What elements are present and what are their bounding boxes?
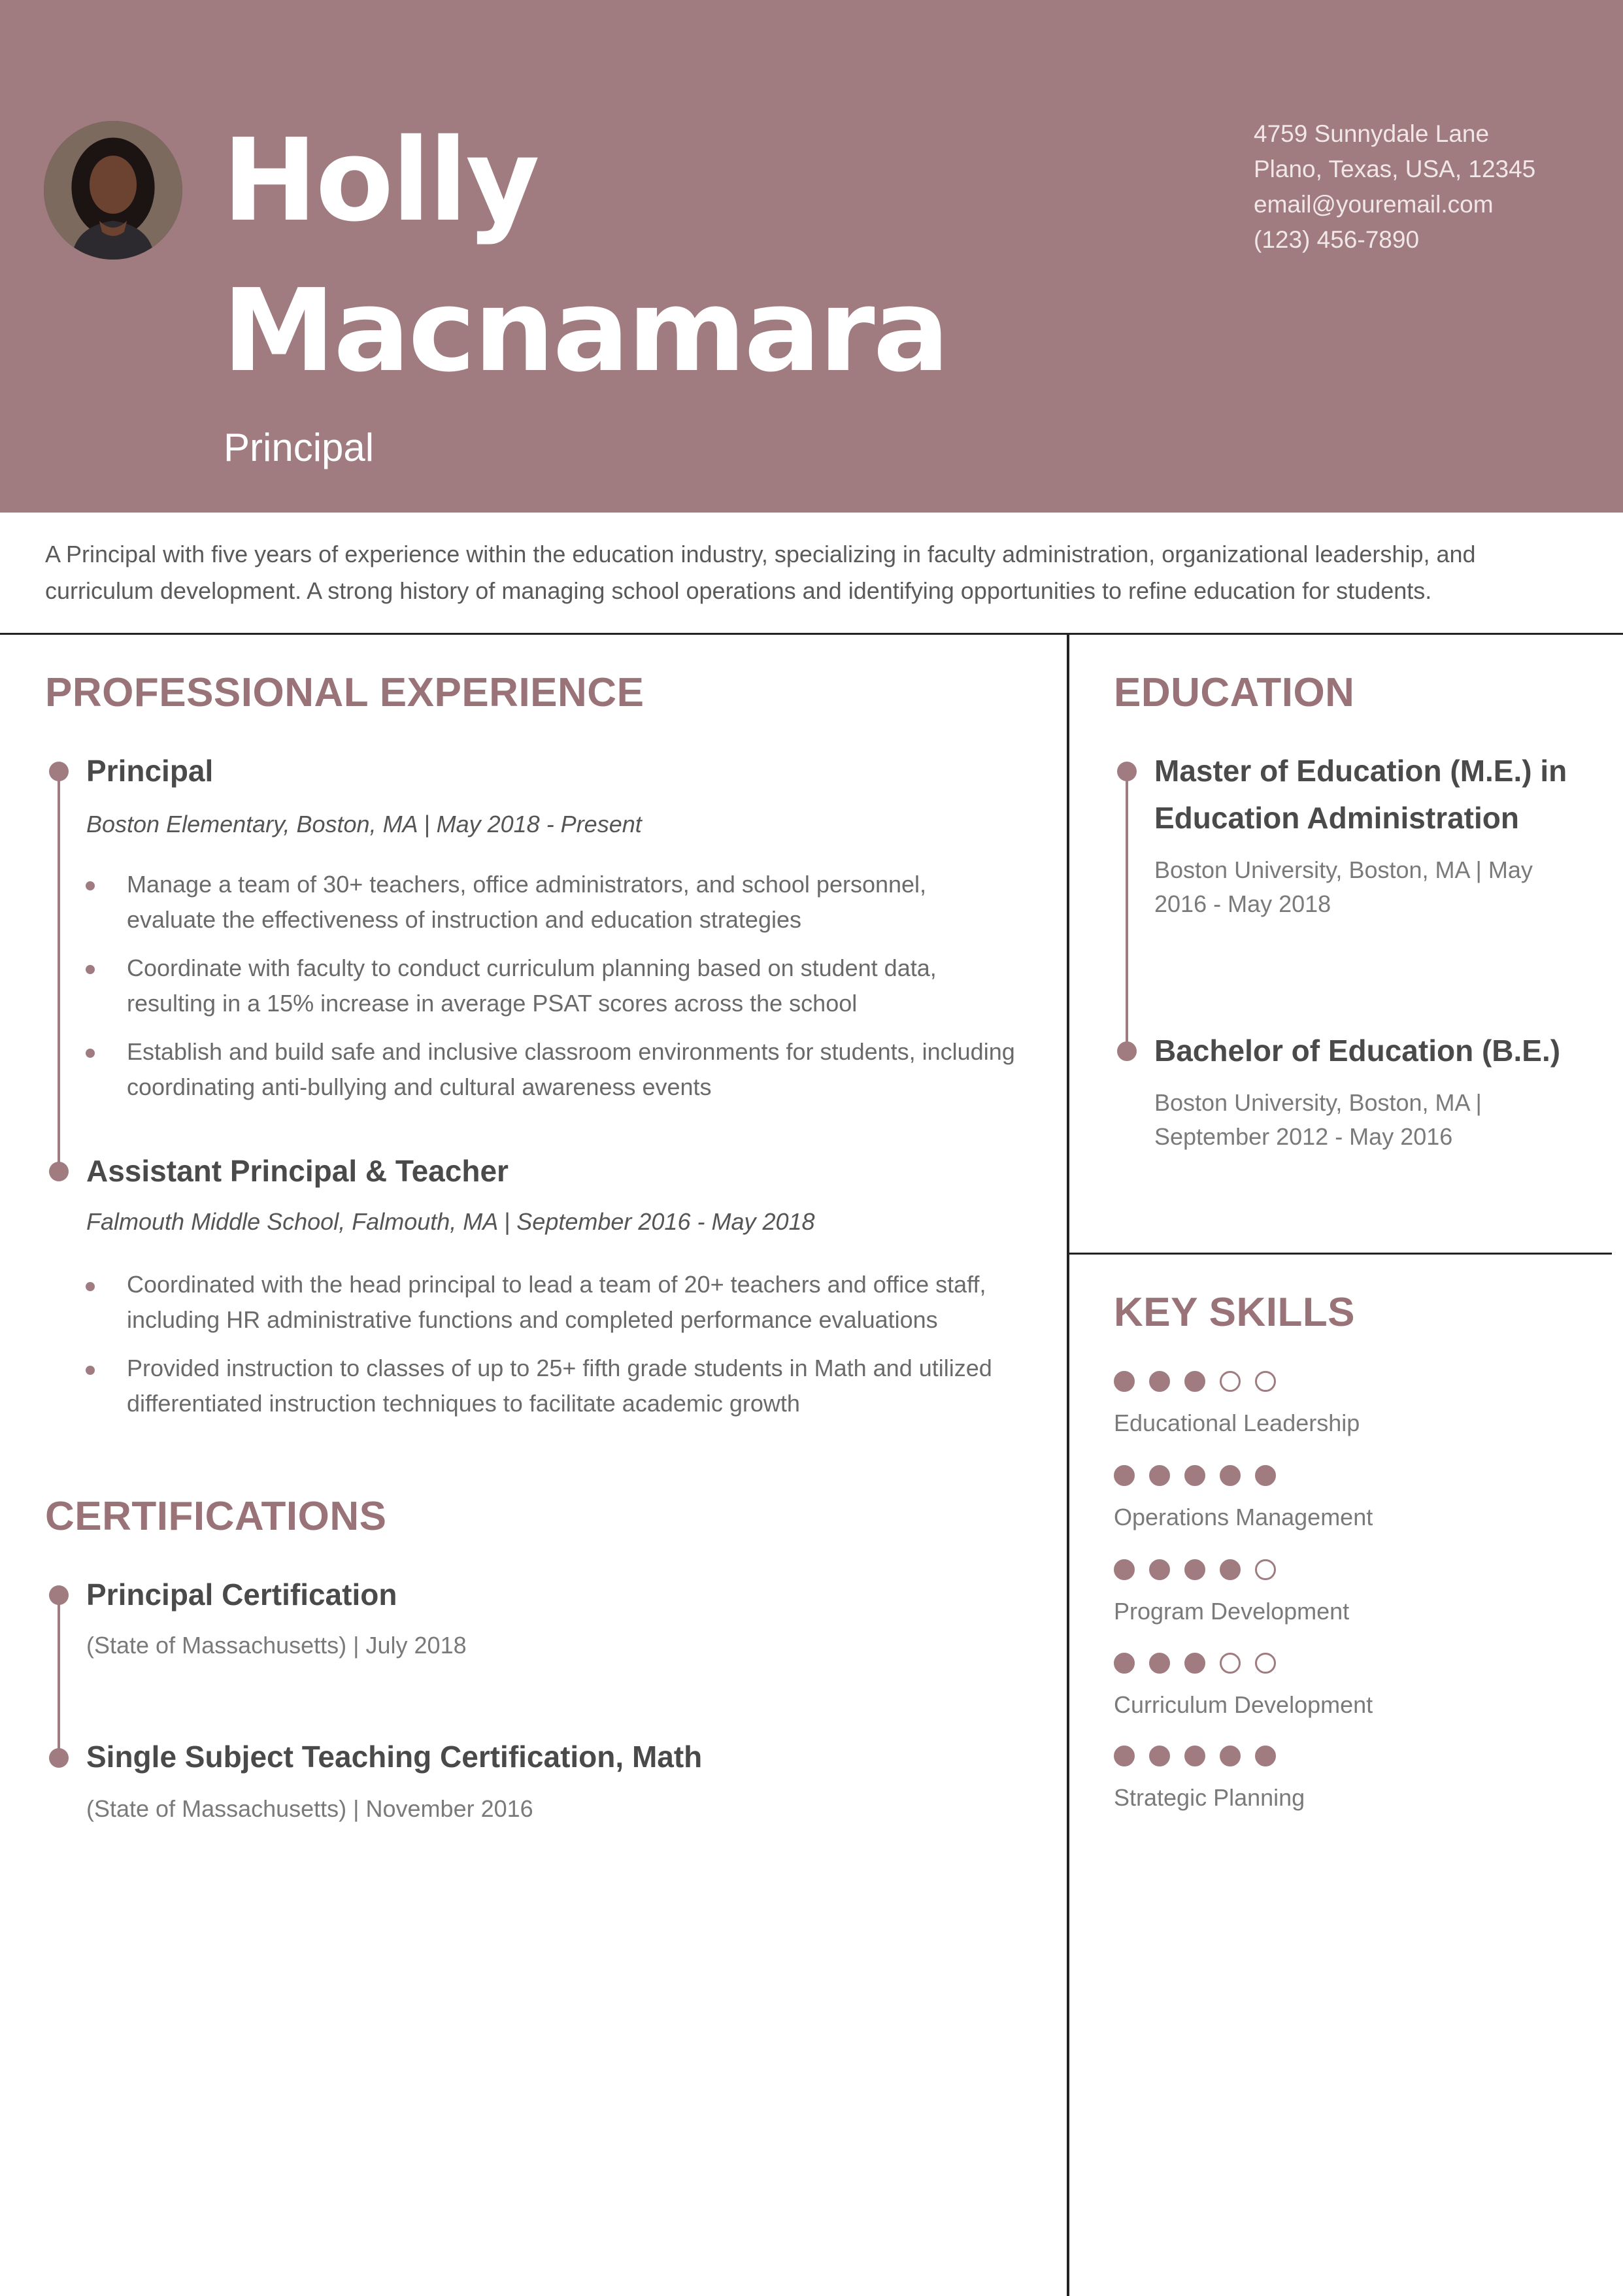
skill-dot-filled-icon: [1184, 1371, 1205, 1392]
divider-horizontal: [0, 633, 1623, 635]
job-2-bullet-1: Coordinated with the head principal to lead a team of 20+ teachers and office staff, including HR administrative functions and completed performance evaluations: [127, 1271, 986, 1333]
skills-heading: KEY SKILLS: [1114, 1290, 1356, 1335]
cert-title-1: Principal Certification: [86, 1578, 397, 1612]
skill-dot-filled-icon: [1114, 1653, 1135, 1674]
skill-dot-filled-icon: [1114, 1559, 1135, 1580]
job-2-bullet-2: Provided instruction to classes of up to 25+ fifth grade students in Math and utilized differentiated instruction techniques to facilitate academic growth: [127, 1355, 992, 1417]
skill-rating: [1114, 1653, 1276, 1674]
timeline-dot: [49, 1162, 69, 1181]
skill-dot-filled-icon: [1220, 1559, 1241, 1580]
skill-dot-filled-icon: [1149, 1559, 1170, 1580]
summary-text: A Principal with five years of experience within the education industry, specializing in faculty administration, organizational leadership, and curriculum development. A strong history of managing school operations and identifying opportunities to refine education for students.: [45, 541, 1476, 604]
skill-dot-filled-icon: [1255, 1746, 1276, 1766]
skill-name: Curriculum Development: [1114, 1691, 1373, 1718]
contact-phone[interactable]: (123) 456-7890: [1254, 226, 1420, 253]
edu-title-2: Bachelor of Education (B.E.): [1154, 1034, 1561, 1068]
skill-rating: [1114, 1559, 1276, 1580]
header-banner: [0, 0, 1623, 513]
job-subtitle-2: Falmouth Middle School, Falmouth, MA | September 2016 - May 2018: [86, 1208, 815, 1235]
job-title: Principal: [224, 426, 375, 469]
skill-dot-empty-icon: [1255, 1559, 1276, 1580]
bullet-icon: [86, 965, 95, 974]
timeline-dot: [49, 1748, 69, 1768]
timeline-dot: [1117, 1041, 1137, 1061]
divider-vertical: [1067, 633, 1069, 2296]
timeline-dot: [1117, 762, 1137, 781]
job-title-1: Principal: [86, 754, 214, 788]
contact-city: Plano, Texas, USA, 12345: [1254, 156, 1536, 182]
skill-dot-filled-icon: [1114, 1746, 1135, 1766]
skill-dot-filled-icon: [1149, 1653, 1170, 1674]
skill-dot-filled-icon: [1114, 1371, 1135, 1392]
skill-dot-filled-icon: [1220, 1746, 1241, 1766]
skill-name: Program Development: [1114, 1598, 1350, 1625]
skill-dot-filled-icon: [1184, 1559, 1205, 1580]
skill-dot-filled-icon: [1184, 1465, 1205, 1486]
divider-right-column: [1068, 1253, 1612, 1255]
contact-block: [1254, 116, 1535, 258]
job-1-bullet-3: Establish and build safe and inclusive classroom environments for students, including coordinating anti-bullying and cultural awareness events: [127, 1038, 1015, 1100]
bullet-icon: [86, 1049, 95, 1058]
job-title-2: Assistant Principal & Teacher: [86, 1154, 509, 1188]
job-subtitle-1: Boston Elementary, Boston, MA | May 2018 - Present: [86, 811, 642, 837]
cert-meta-2: (State of Massachusetts) | November 2016: [86, 1795, 533, 1822]
job-1-bullet-1: Manage a team of 30+ teachers, office administrators, and school personnel, evaluate the effectiveness of instruction and education strategies: [127, 871, 927, 933]
experience-heading: PROFESSIONAL EXPERIENCE: [45, 670, 644, 715]
edu-meta-2b: September 2012 - May 2016: [1154, 1123, 1453, 1150]
skill-dot-filled-icon: [1149, 1746, 1170, 1766]
skill-rating: [1114, 1371, 1276, 1392]
certifications-heading: CERTIFICATIONS: [45, 1494, 387, 1539]
skill-dot-empty-icon: [1220, 1371, 1241, 1392]
skill-dot-filled-icon: [1255, 1465, 1276, 1486]
contact-email[interactable]: email@youremail.com: [1254, 191, 1494, 218]
experience-timeline: [58, 771, 60, 1172]
skill-dot-empty-icon: [1255, 1371, 1276, 1392]
education-timeline: [1126, 771, 1128, 1051]
first-name: Holly: [222, 114, 538, 247]
avatar: [44, 121, 182, 260]
edu-title-1a: Master of Education (M.E.) in: [1154, 754, 1567, 788]
skill-rating: [1114, 1465, 1276, 1486]
skill-dot-filled-icon: [1184, 1746, 1205, 1766]
skill-name: Educational Leadership: [1114, 1410, 1360, 1436]
cert-meta-1: (State of Massachusetts) | July 2018: [86, 1632, 467, 1659]
contact-address: 4759 Sunnydale Lane: [1254, 120, 1490, 147]
skill-rating: [1114, 1746, 1276, 1766]
skill-dot-filled-icon: [1114, 1465, 1135, 1486]
edu-title-1b: Education Administration: [1154, 801, 1519, 835]
skill-dot-empty-icon: [1220, 1653, 1241, 1674]
skill-name: Strategic Planning: [1114, 1784, 1305, 1811]
edu-meta-1b: 2016 - May 2018: [1154, 890, 1331, 917]
profile-photo: [44, 121, 182, 260]
edu-meta-2a: Boston University, Boston, MA |: [1154, 1089, 1482, 1116]
timeline-dot: [49, 762, 69, 781]
bullet-icon: [86, 1282, 95, 1291]
skill-dot-empty-icon: [1255, 1653, 1276, 1674]
education-heading: EDUCATION: [1114, 670, 1355, 715]
certifications-timeline: [58, 1595, 60, 1759]
skill-dot-filled-icon: [1220, 1465, 1241, 1486]
skill-dot-filled-icon: [1149, 1371, 1170, 1392]
skill-dot-filled-icon: [1149, 1465, 1170, 1486]
last-name: Macnamara: [222, 265, 948, 397]
cert-title-2: Single Subject Teaching Certification, Math: [86, 1740, 703, 1774]
bullet-icon: [86, 881, 95, 890]
job-1-bullet-2: Coordinate with faculty to conduct curriculum planning based on student data, resulting in a 15% increase in average PSAT scores across the school: [127, 954, 937, 1017]
skill-dot-filled-icon: [1184, 1653, 1205, 1674]
timeline-dot: [49, 1585, 69, 1605]
skill-name: Operations Management: [1114, 1504, 1373, 1530]
bullet-icon: [86, 1366, 95, 1375]
edu-meta-1a: Boston University, Boston, MA | May: [1154, 856, 1533, 883]
